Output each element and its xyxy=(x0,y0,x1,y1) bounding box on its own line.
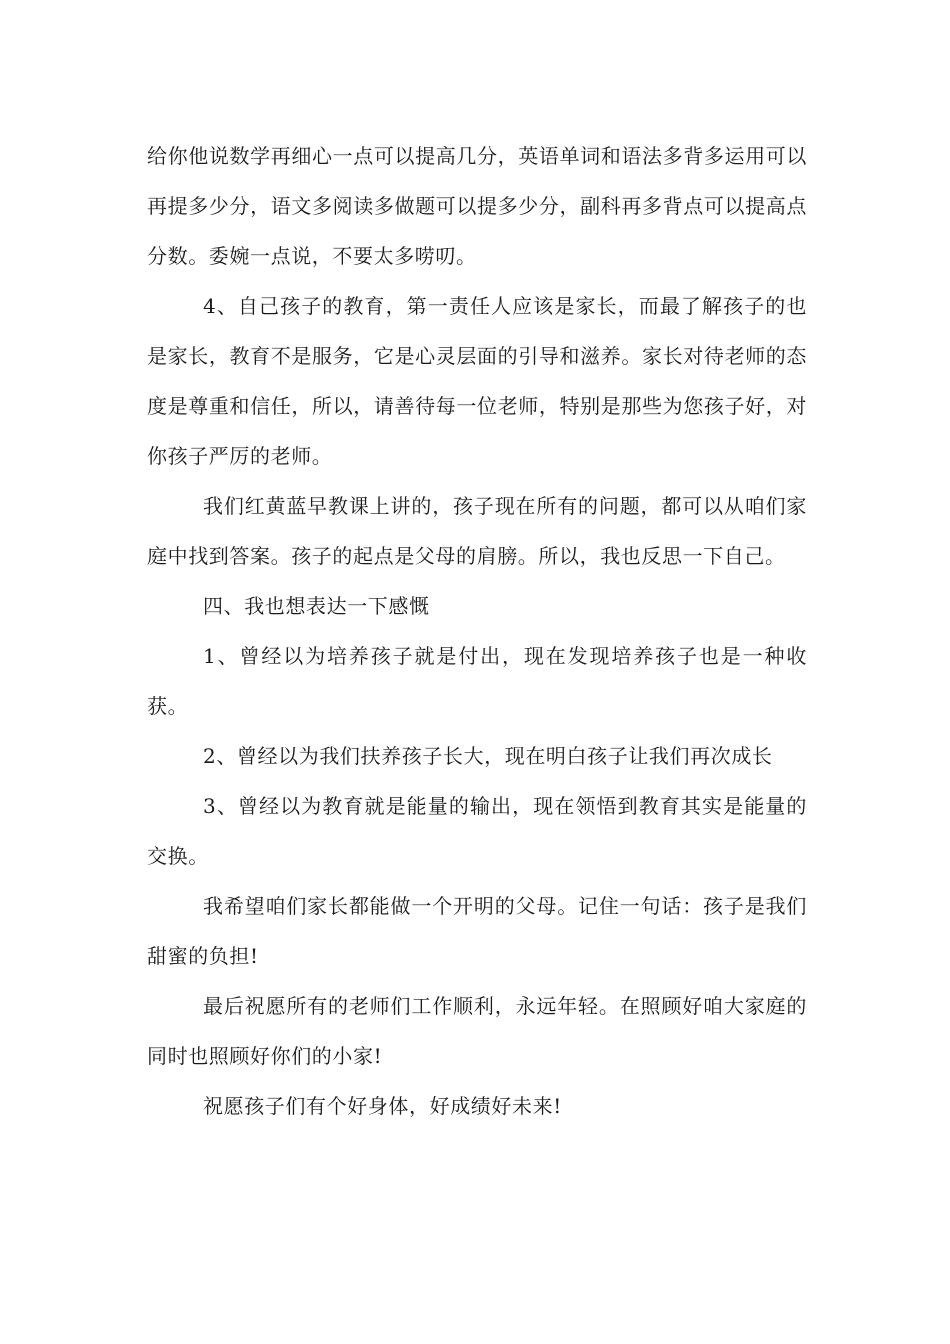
paragraph-reflection-2: 2、曾经以为我们扶养孩子长大，现在明白孩子让我们再次成长 xyxy=(203,744,773,768)
paragraph-wishes-teachers: 最后祝愿所有的老师们工作顺利，永远年轻。在照顾好咱大家庭的同时也照顾好你们的小家! xyxy=(147,994,807,1068)
document-body xyxy=(147,131,807,1131)
paragraph-hope: 我希望咱们家长都能做一个开明的父母。记住一句话：孩子是我们甜蜜的负担! xyxy=(147,894,807,968)
paragraph-reflection-3: 3、曾经以为教育就是能量的输出，现在领悟到教育其实是能量的交换。 xyxy=(147,794,807,868)
paragraph-wishes-children: 祝愿孩子们有个好身体，好成绩好未来! xyxy=(203,1094,562,1118)
paragraph-point-4: 4、自己孩子的教育，第一责任人应该是家长，而最了解孩子的也是家长，教育不是服务，它是心灵层面的引导和滋养。家长对待老师的态度是尊重和信任，所以，请善待每一位老师，特别是那些为您孩子好，对你孩子严厉的老师。 xyxy=(147,294,807,468)
paragraph-early-education: 我们红黄蓝早教课上讲的，孩子现在所有的问题，都可以从咱们家庭中找到答案。孩子的起点是父母的肩膀。所以，我也反思一下自己。 xyxy=(147,494,807,568)
section-heading-4: 四、我也想表达一下感慨 xyxy=(203,594,430,618)
paragraph-continuation: 给你他说数学再细心一点可以提高几分，英语单词和语法多背多运用可以再提多少分，语文多阅读多做题可以提多少分，副科再多背点可以提高点分数。委婉一点说，不要太多唠叨。 xyxy=(147,144,807,268)
paragraph-reflection-1: 1、曾经以为培养孩子就是付出，现在发现培养孩子也是一种收获。 xyxy=(147,644,807,718)
